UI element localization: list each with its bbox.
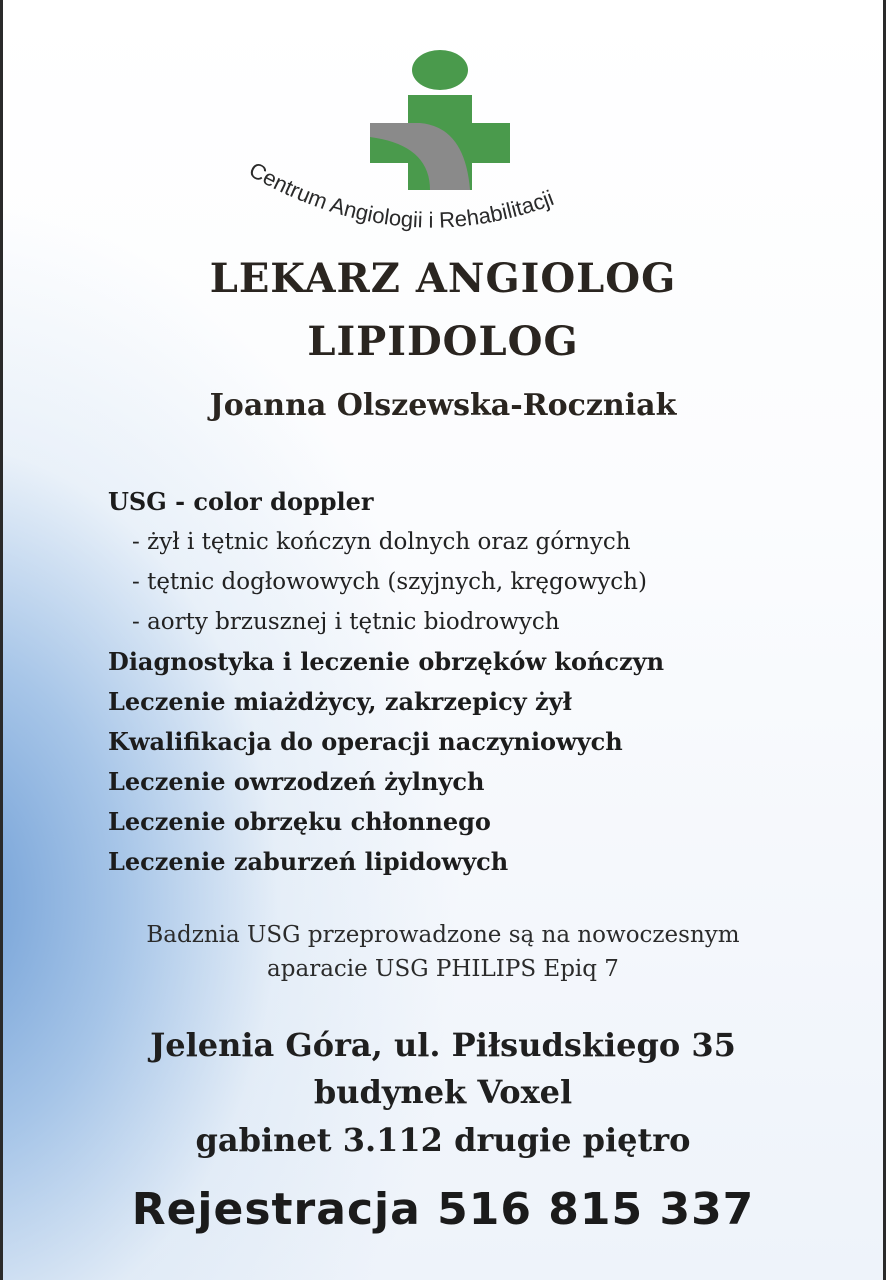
address-line-3: gabinet 3.112 drugie piętro bbox=[195, 1121, 691, 1159]
title-line-1: LEKARZ ANGIOLOG bbox=[209, 255, 677, 302]
services-list bbox=[108, 482, 808, 882]
svg-text:Centrum Angiologii i Rehabilit: Centrum Angiologii i Rehabilitacji bbox=[244, 156, 557, 233]
service-item: Leczenie zaburzeń lipidowych bbox=[108, 847, 509, 876]
doctor-name: Joanna Olszewska-Roczniak bbox=[209, 388, 677, 423]
service-item: Leczenie owrzodzeń żylnych bbox=[108, 767, 485, 796]
service-item: Leczenie miażdżycy, zakrzepicy żył bbox=[108, 687, 572, 716]
address-line-2: budynek Voxel bbox=[313, 1073, 573, 1111]
service-item: Kwalifikacja do operacji naczyniowych bbox=[108, 727, 623, 756]
service-item: - aorty brzusznej i tętnic biodrowych bbox=[132, 609, 560, 635]
title-line-2: LIPIDOLOG bbox=[307, 318, 579, 365]
equipment-note-line-2: aparacie USG PHILIPS Epiq 7 bbox=[267, 956, 619, 982]
service-item: Diagnostyka i leczenie obrzęków kończyn bbox=[108, 647, 665, 676]
registration-phone: Rejestracja 516 815 337 bbox=[131, 1184, 755, 1235]
service-item: - tętnic dogłowowych (szyjnych, kręgowych) bbox=[132, 569, 647, 595]
service-item: - żył i tętnic kończyn dolnych oraz górnych bbox=[132, 529, 631, 555]
service-item: USG - color doppler bbox=[108, 487, 374, 516]
address-line-1: Jelenia Góra, ul. Piłsudskiego 35 bbox=[150, 1026, 736, 1064]
equipment-note-line-1: Badznia USG przeprowadzone są na nowoczesnym bbox=[146, 922, 740, 948]
service-item: Leczenie obrzęku chłonnego bbox=[108, 807, 491, 836]
clinic-logo-arc-text bbox=[220, 130, 660, 250]
